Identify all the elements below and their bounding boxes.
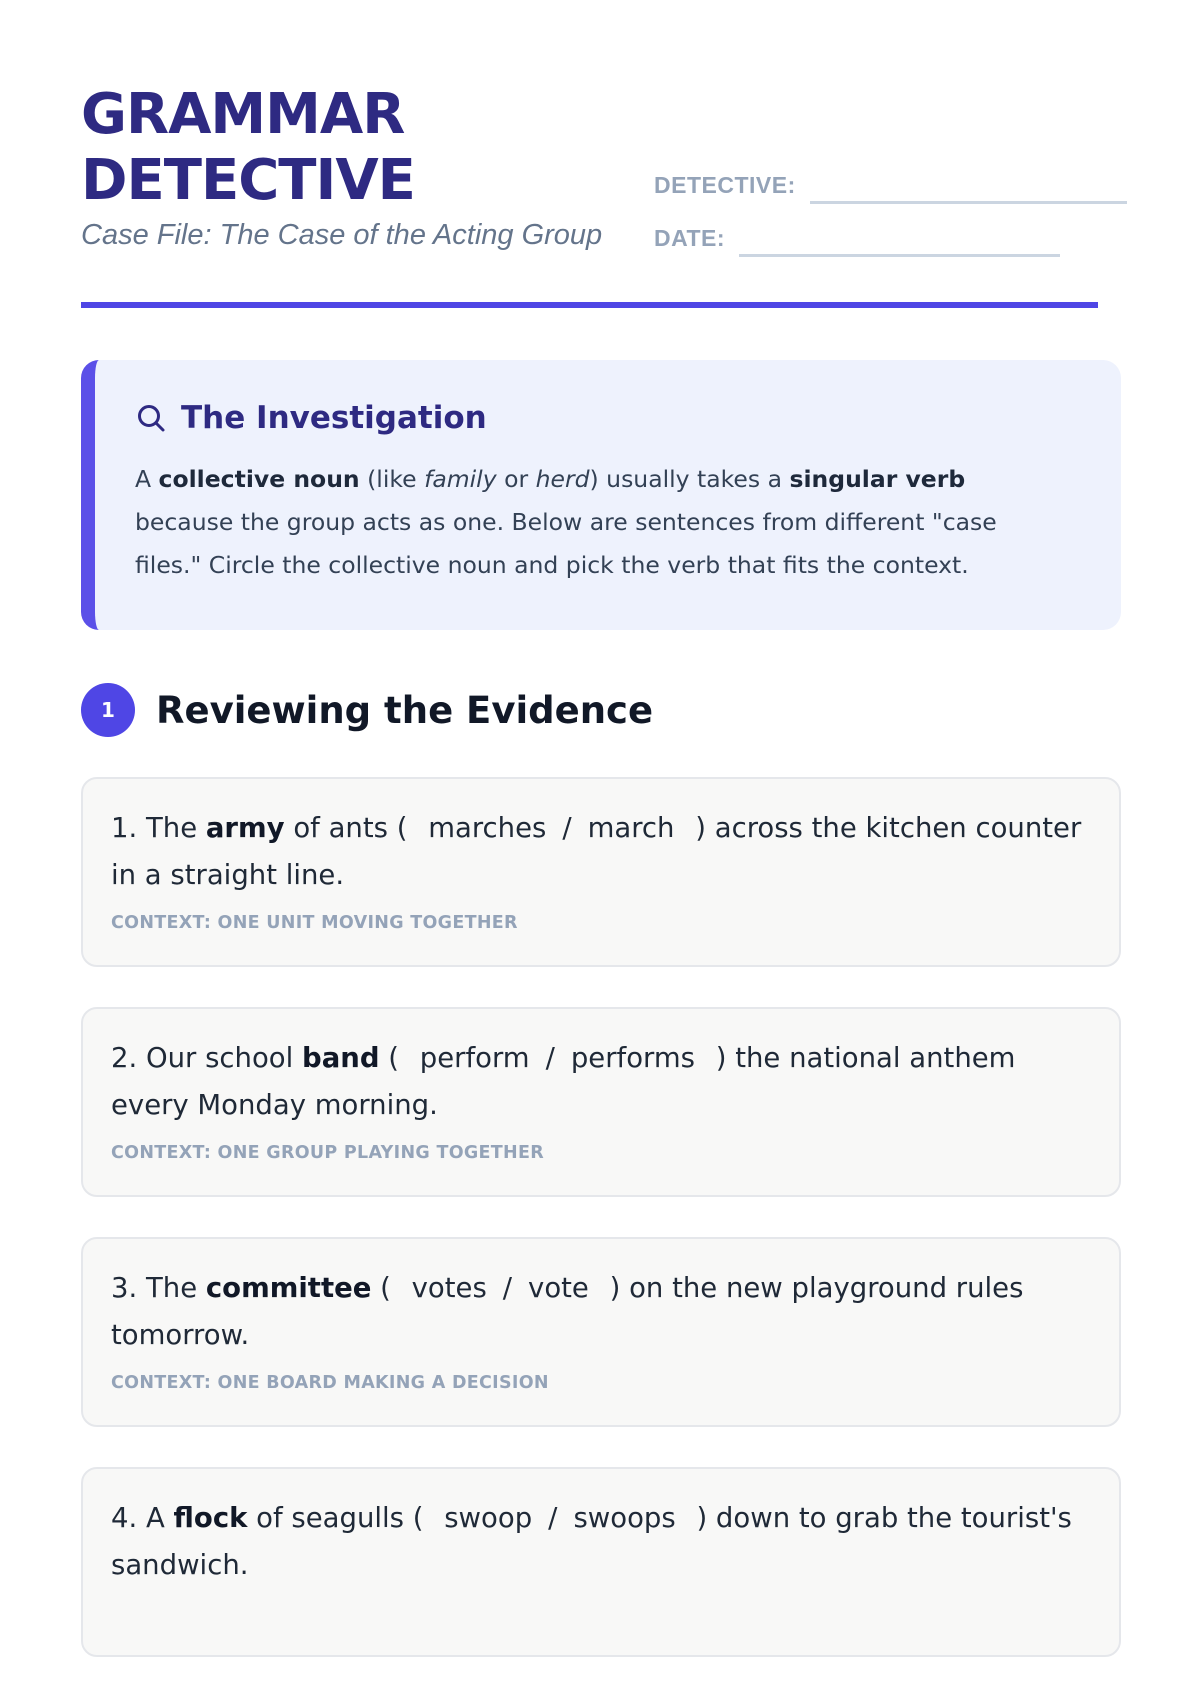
context-hint: CONTEXT: ONE BOARD MAKING A DECISION xyxy=(111,1373,549,1393)
sentence-text: ) down to grab the tourist's sandwich. xyxy=(111,1502,1072,1581)
detective-field xyxy=(654,172,1127,204)
title-line-2: DETECTIVE xyxy=(81,148,415,213)
example-family: family xyxy=(424,465,497,493)
sentence-text: ( xyxy=(379,1042,400,1074)
step-number-badge: 1 xyxy=(81,683,135,737)
investigation-text xyxy=(135,458,1061,587)
option-separator: / xyxy=(502,1272,513,1304)
question-card xyxy=(81,777,1121,967)
sentence-text: ( xyxy=(371,1272,391,1304)
inv-text-part: A xyxy=(135,465,159,493)
date-input-line[interactable] xyxy=(739,234,1060,257)
inv-text-part: (like xyxy=(359,465,425,493)
investigation-panel xyxy=(81,360,1121,630)
collective-noun[interactable]: committee xyxy=(205,1272,372,1304)
investigation-heading xyxy=(135,400,1061,436)
inv-text-part: or xyxy=(496,465,536,493)
verb-option-b[interactable]: swoops xyxy=(573,1502,676,1534)
collective-noun[interactable]: flock xyxy=(173,1502,248,1534)
collective-noun[interactable]: band xyxy=(302,1042,380,1074)
date-field xyxy=(654,225,1060,257)
page-title xyxy=(81,82,415,214)
question-card xyxy=(81,1007,1121,1197)
sentence-text: ) on the new playground rules tomorrow. xyxy=(111,1272,1024,1351)
sentence-text: ) the national anthem every Monday morning. xyxy=(111,1042,1016,1121)
worksheet-header xyxy=(81,0,1098,308)
option-separator: / xyxy=(548,1502,558,1534)
sentence-text: of ants ( xyxy=(284,812,408,844)
verb-option-a[interactable]: marches xyxy=(428,812,547,844)
question-card xyxy=(81,1467,1121,1657)
verb-option-b[interactable]: vote xyxy=(528,1272,589,1304)
case-file-subtitle: Case File: The Case of the Acting Group xyxy=(81,219,603,251)
verb-option-a[interactable]: swoop xyxy=(444,1502,533,1534)
sentence-text: ) across the kitchen counter in a straight line. xyxy=(111,812,1082,891)
verb-option-b[interactable]: performs xyxy=(570,1042,695,1074)
example-herd: herd xyxy=(535,465,590,493)
inv-text-part: because the group acts as one. Below are sentences from different "case files." Circle the collective noun and pick the verb that fits the context. xyxy=(135,508,997,579)
term-singular-verb: singular verb xyxy=(789,465,966,493)
verb-option-a[interactable]: perform xyxy=(419,1042,530,1074)
sentence-text: of seagulls ( xyxy=(247,1502,424,1534)
question-sentence xyxy=(111,1495,1091,1589)
title-line-1: GRAMMAR xyxy=(81,82,405,147)
sentence-text: 1. The xyxy=(111,812,206,844)
detective-input-line[interactable] xyxy=(810,181,1127,204)
section-title: Reviewing the Evidence xyxy=(156,688,654,732)
question-list xyxy=(81,777,1121,1697)
section-heading xyxy=(81,683,653,737)
inv-text-part: ) usually takes a xyxy=(589,465,790,493)
option-separator: / xyxy=(562,812,572,844)
collective-noun[interactable]: army xyxy=(205,812,285,844)
term-collective-noun: collective noun xyxy=(158,465,360,493)
question-card xyxy=(81,1237,1121,1427)
sentence-text: 4. A xyxy=(111,1502,174,1534)
sentence-text: 3. The xyxy=(111,1272,206,1304)
question-sentence xyxy=(111,1265,1091,1359)
verb-option-b[interactable]: march xyxy=(587,812,675,844)
context-hint: CONTEXT: ONE UNIT MOVING TOGETHER xyxy=(111,913,518,933)
detective-label: DETECTIVE: xyxy=(654,172,796,198)
option-separator: / xyxy=(545,1042,555,1074)
investigation-title: The Investigation xyxy=(181,400,487,436)
question-sentence xyxy=(111,805,1091,899)
context-hint: CONTEXT: ONE GROUP PLAYING TOGETHER xyxy=(111,1143,545,1163)
search-icon xyxy=(135,402,167,434)
sentence-text: 2. Our school xyxy=(111,1042,303,1074)
question-sentence xyxy=(111,1035,1091,1129)
date-label: DATE: xyxy=(654,225,726,251)
verb-option-a[interactable]: votes xyxy=(411,1272,487,1304)
